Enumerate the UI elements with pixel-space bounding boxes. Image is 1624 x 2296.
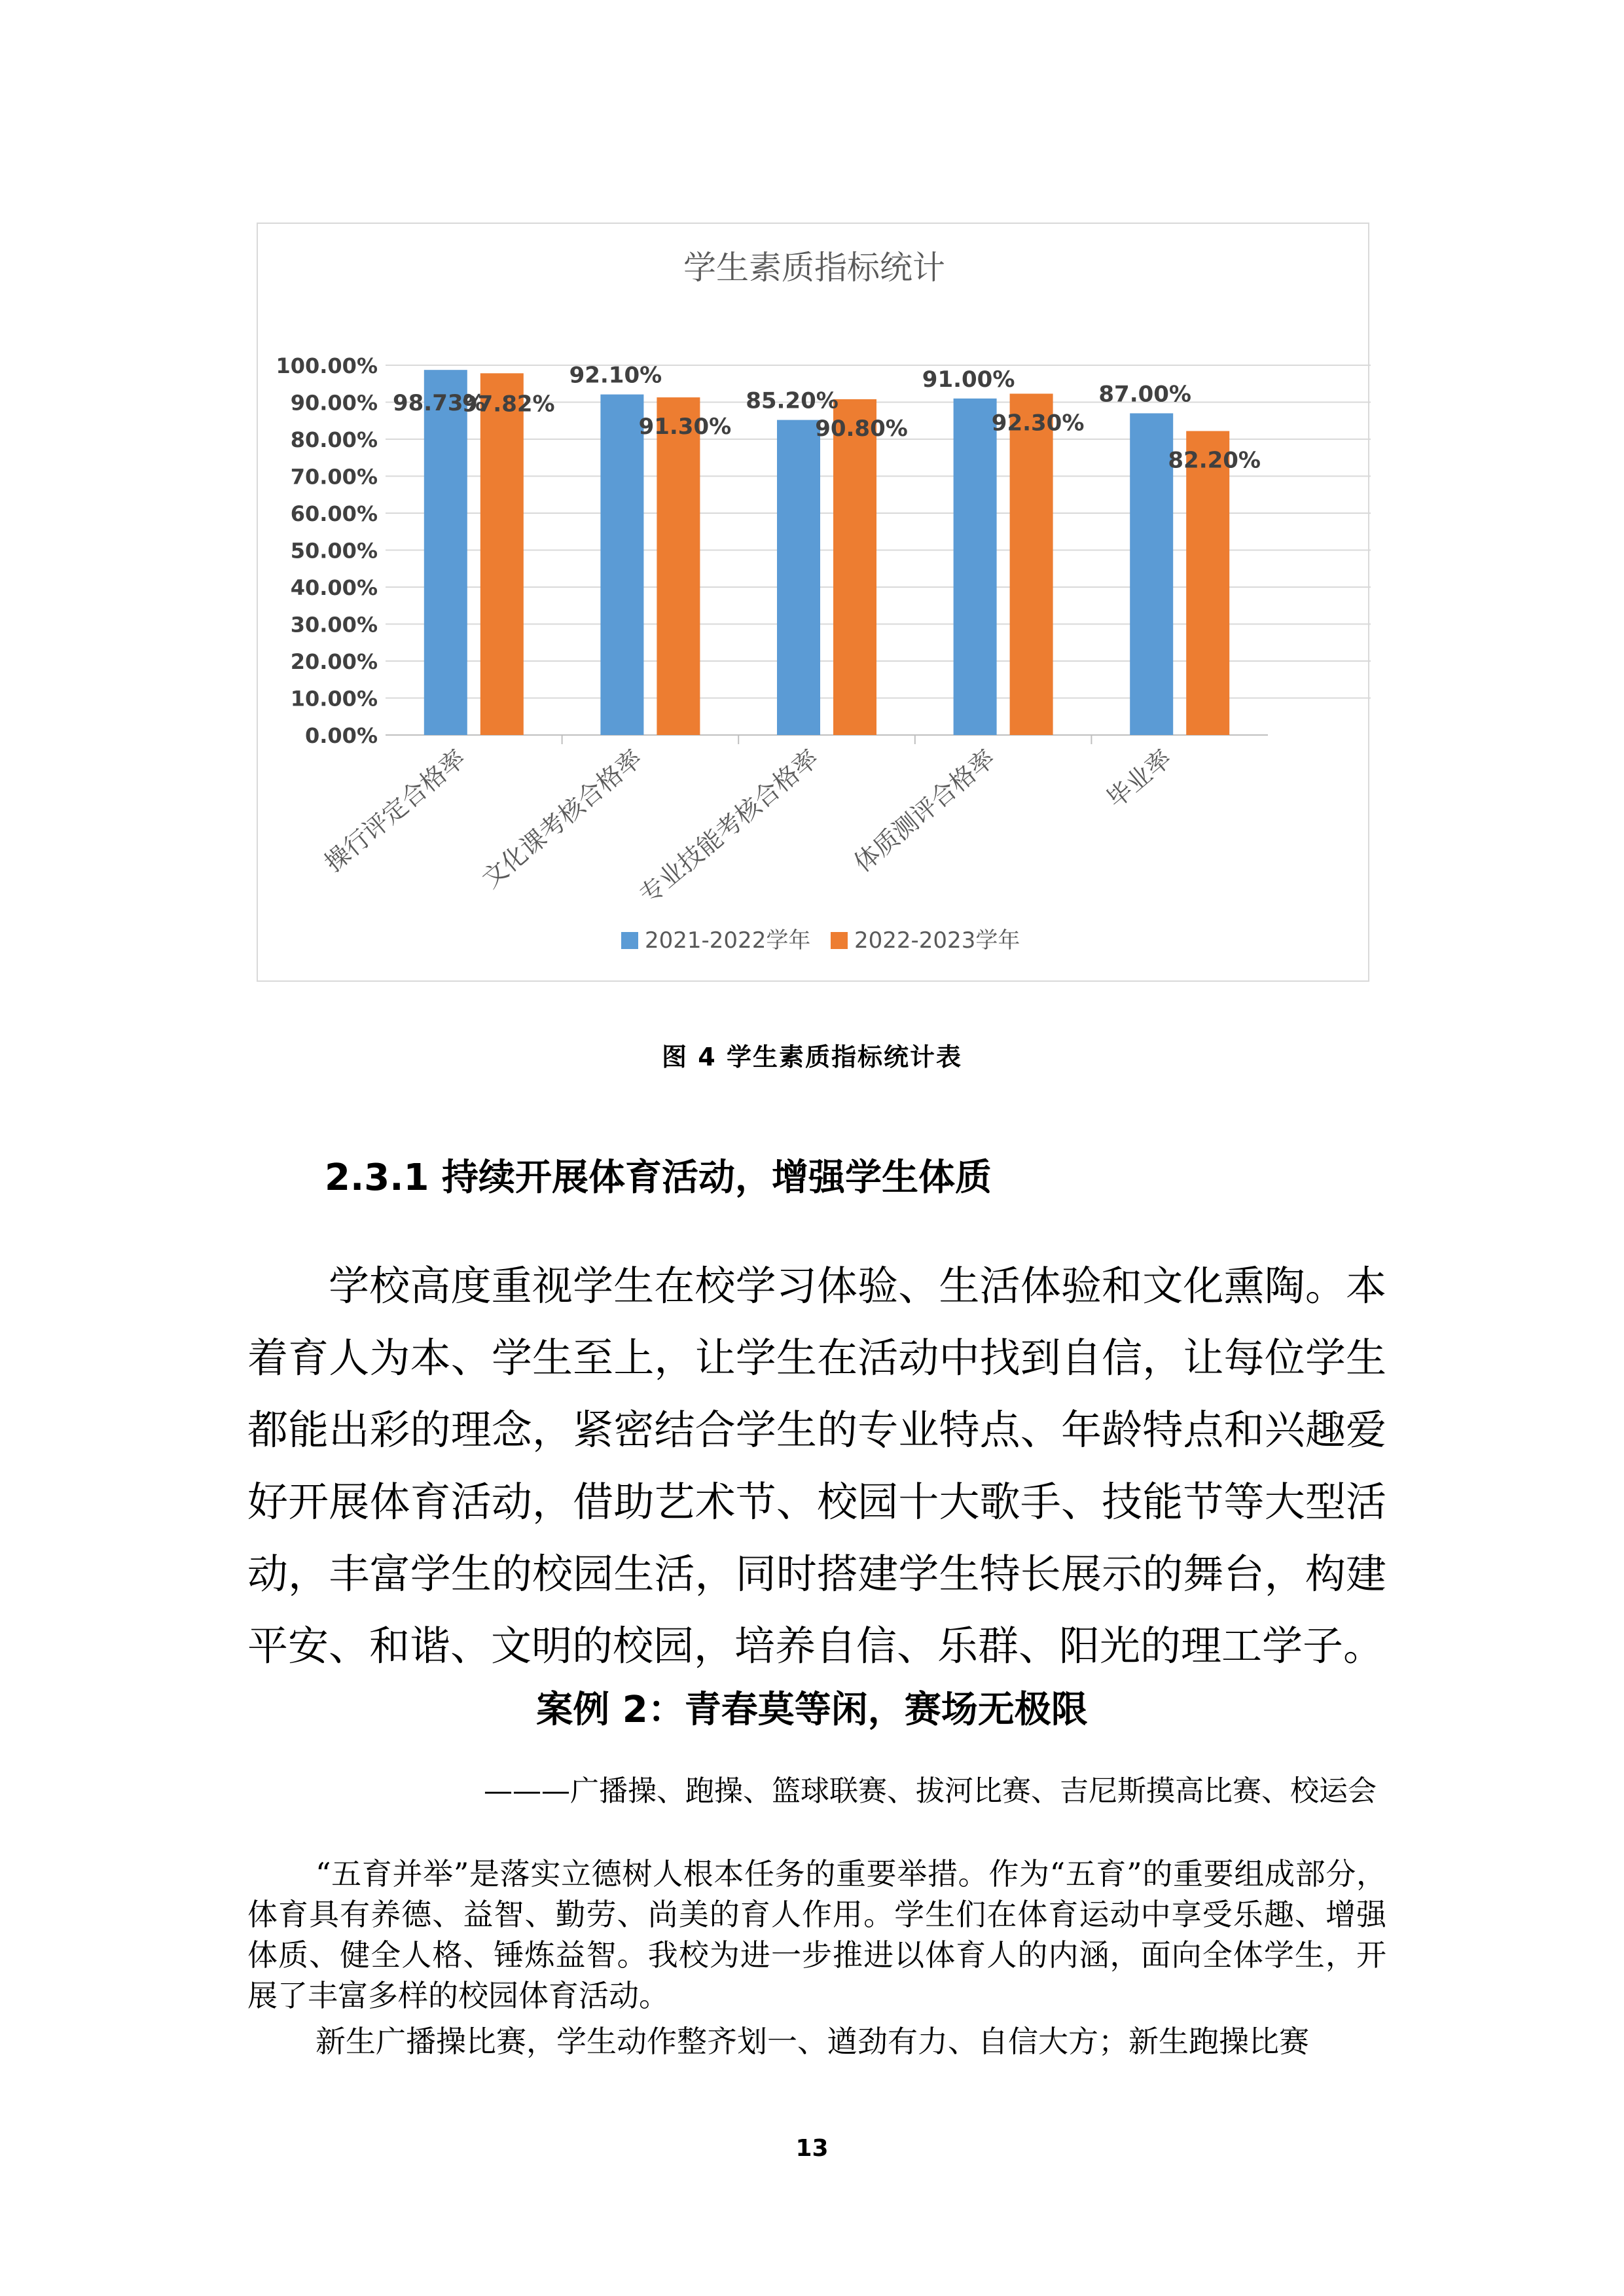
legend-label: 2022-2023学年 [854, 927, 1020, 954]
bar-series-1 [954, 399, 997, 735]
bar-series-1 [424, 370, 467, 735]
legend-label: 2021-2022学年 [645, 927, 811, 954]
x-tick-label: 操行评定合格率 [319, 744, 471, 878]
x-tick-label: 体质测评合格率 [848, 744, 1001, 878]
y-tick-label: 70.00% [290, 464, 378, 490]
data-label: 92.10% [569, 362, 662, 389]
data-label: 87.00% [1098, 381, 1192, 408]
case-title: 案例 2：青春莫等闲，赛场无极限 [536, 1689, 1088, 1731]
y-tick-label: 60.00% [290, 501, 378, 526]
bar-series-2 [1186, 431, 1229, 735]
bar-series-2 [833, 399, 876, 735]
bar-chart [258, 224, 1371, 983]
y-tick-label: 30.00% [290, 612, 378, 637]
y-tick-label: 100.00% [276, 353, 378, 378]
y-tick-label: 40.00% [290, 575, 378, 600]
chart-container [257, 223, 1369, 982]
case-paragraph-1: “五育并举”是落实立德树人根本任务的重要举措。作为“五育”的重要组成部分，体育具有养德、益智、勤劳、尚美的育人作用。学生们在体育运动中享受乐趣、增强体质、健全人格、锤炼益智。我校为进一步推进以体育人的内涵，面向全体学生，开展了丰富多样的校园体育活动。 [247, 1856, 1386, 2013]
y-tick-label: 50.00% [290, 538, 378, 564]
data-label: 90.80% [815, 415, 908, 442]
page-number: 13 [795, 2135, 829, 2162]
y-tick-label: 90.00% [290, 390, 378, 416]
data-label: 97.82% [461, 391, 555, 418]
data-label: 91.00% [922, 366, 1015, 393]
bar-series-1 [600, 395, 643, 735]
legend-swatch [831, 932, 848, 949]
data-label: 82.20% [1168, 447, 1261, 474]
bar-series-1 [1130, 413, 1173, 735]
bar-series-2 [480, 373, 524, 735]
x-tick-label: 专业技能考核合格率 [634, 744, 824, 910]
bar-series-2 [657, 397, 700, 735]
data-label: 91.30% [638, 414, 732, 440]
y-tick-label: 10.00% [290, 686, 378, 711]
figure-caption: 图 4 学生素质指标统计表 [662, 1043, 962, 1071]
section-heading: 2.3.1 持续开展体育活动，增强学生体质 [325, 1157, 992, 1199]
x-tick-label: 毕业率 [1101, 744, 1177, 814]
legend-swatch [621, 932, 638, 949]
chart-title: 学生素质指标统计 [683, 249, 945, 287]
y-tick-label: 0.00% [304, 723, 378, 748]
case-paragraph-2: 新生广播操比赛，学生动作整齐划一、遒劲有力、自信大方；新生跑操比赛 [316, 2024, 1309, 2059]
y-tick-label: 80.00% [290, 427, 378, 452]
data-label: 92.30% [991, 410, 1085, 437]
bar-series-1 [777, 420, 820, 735]
x-tick-label: 文化课考核合格率 [477, 744, 648, 894]
y-tick-label: 20.00% [290, 649, 378, 674]
case-subtitle: ———广播操、跑操、篮球联赛、拔河比赛、吉尼斯摸高比赛、校运会 [484, 1774, 1377, 1808]
data-label: 85.20% [746, 387, 839, 414]
body-paragraph: 学校高度重视学生在校学习体验、生活体验和文化熏陶。本着育人为本、学生至上，让学生在活动中找到自信，让每位学生都能出彩的理念，紧密结合学生的专业特点、年龄特点和兴趣爱好开展体育活动，借助艺术节、校园十大歌手、技能节等大型活动，丰富学生的校园生活，同时搭建学生特长展示的舞台，构建平安、和谐、文明的校园，培养自信、乐群、阳光的理工学子。 [247, 1262, 1386, 1670]
data-label: 98.73% [392, 390, 486, 417]
bar-series-2 [1010, 394, 1053, 735]
